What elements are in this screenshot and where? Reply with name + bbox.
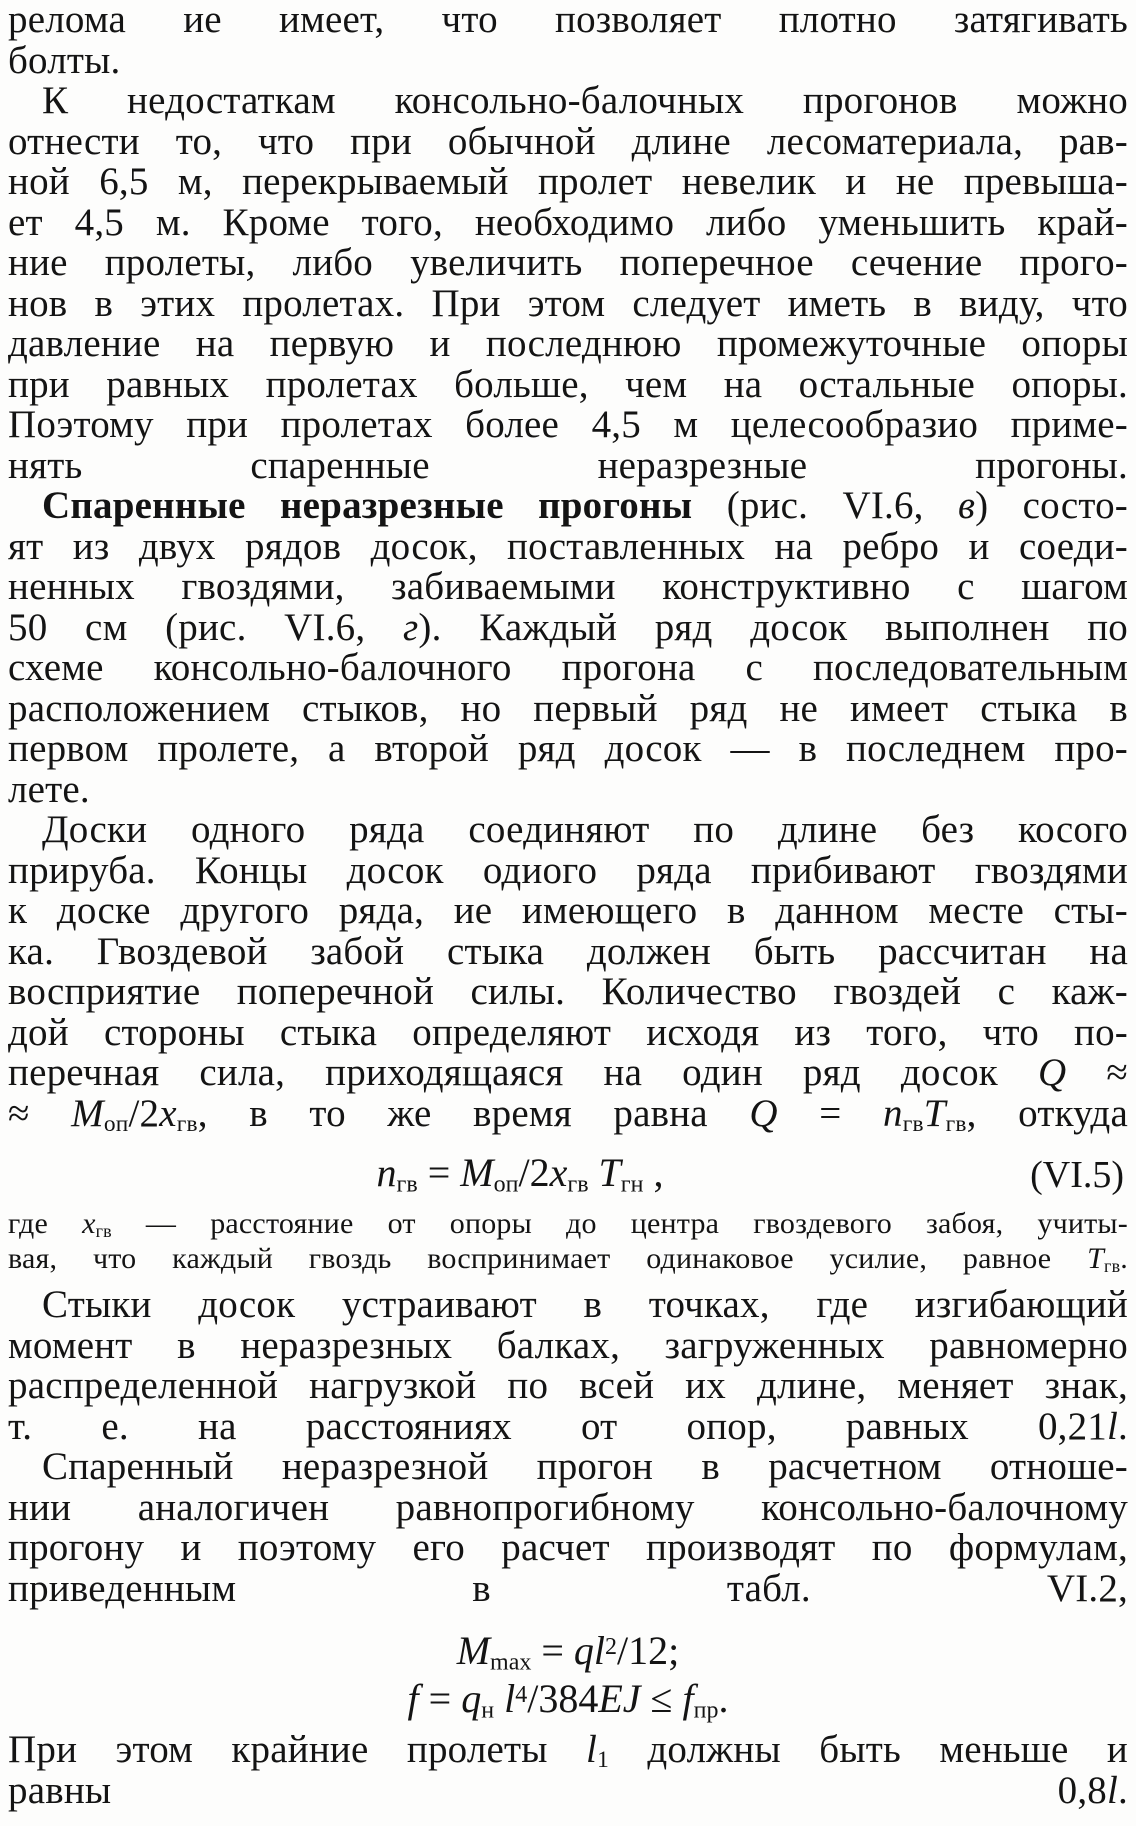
text-line: где $x_{гв}$ — расстояние от опоры до центра гвоздевого забоя, учиты- bbox=[8, 1207, 1128, 1241]
text-line: прируба. Концы досок одиого ряда прибивают гвоздями bbox=[8, 848, 1128, 892]
equation-formula: $n_{гв} = M_{оп}/2x_{гв}$ $T_{гн}$ , bbox=[376, 1150, 664, 1198]
text-line: равны 0,8l. bbox=[8, 1768, 1128, 1812]
text-line: ненных гвоздями, забиваемыми конструктивно с шагом bbox=[8, 565, 1128, 608]
text-line: т. е. на расстояниях от опор, равных 0,21l. bbox=[8, 1404, 1128, 1448]
text-line: Спаренные неразрезные прогоны (рис. VI.6, в) состо- bbox=[42, 484, 1128, 527]
text-line: Спаренный неразрезной прогон в расчетном отноше- bbox=[42, 1445, 1128, 1488]
text-line: давление на первую и последнюю промежуточные опоры bbox=[8, 322, 1128, 365]
text-line: момент в неразрезных балках, загруженных равномерно bbox=[8, 1323, 1128, 1367]
text-line: отнести то, что при обычной длине лесоматериала, рав- bbox=[8, 119, 1128, 163]
text-line: первом пролете, а второй ряд досок — в последнем про- bbox=[8, 727, 1128, 770]
equation-mmax bbox=[0, 1628, 1136, 1674]
text-line: болты. bbox=[8, 38, 121, 82]
equation-deflection bbox=[0, 1676, 1136, 1722]
text-line: Стыки досок устраивают в точках, где изгибающий bbox=[42, 1283, 1128, 1326]
text-line: расположением стыков, но первый ряд не имеет стыка в bbox=[8, 686, 1128, 730]
text-line: ≈ $M_{оп}/2x_{гв}$, в то же время равна $Q = n_{гв}T_{гв}$, откуда bbox=[8, 1091, 1128, 1137]
text-line: при равных пролетах больше, чем на остальные опоры. bbox=[8, 362, 1128, 406]
text-line: При этом крайние пролеты $l_1$ должны быть меньше и bbox=[8, 1728, 1128, 1774]
equation-formula: $f = q_н$ $l^4/384EJ \le f_{пр}$. bbox=[407, 1676, 729, 1724]
text-line: ние пролеты, либо увеличить поперечное сечение прого- bbox=[8, 241, 1128, 284]
paragraph-block-3 bbox=[0, 1730, 1136, 1811]
equation-number: (VI.5) bbox=[1030, 1154, 1124, 1196]
text-line: Доски одного ряда соединяют по длине без косого bbox=[42, 808, 1128, 851]
text-line: к доске другого ряда, ие имеющего в данном месте сты- bbox=[8, 889, 1128, 932]
text-line: К недостаткам консольно-балочных прогонов можно bbox=[42, 79, 1128, 122]
text-line: нять спаренные неразрезные прогоны. bbox=[8, 443, 1128, 487]
text-line: 50 см (рис. VI.6, г). Каждый ряд досок выполнен по bbox=[8, 605, 1128, 649]
text-line: релома ие имеет, что позволяет плотно затягивать bbox=[8, 0, 1128, 41]
text-line: вая, что каждый гвоздь воспринимает одинаковое усилие, равное $T_{гв}$. bbox=[8, 1242, 1128, 1276]
text-line: ет 4,5 м. Кроме того, необходимо либо уменьшить край- bbox=[8, 200, 1128, 244]
text-line: распределенной нагрузкой по всей их длине, меняет знак, bbox=[8, 1364, 1128, 1407]
text-line: ят из двух рядов досок, поставленных на ребро и соеди- bbox=[8, 524, 1128, 568]
text-line: Поэтому при пролетах более 4,5 м целесообразио приме- bbox=[8, 403, 1128, 446]
text-line: дой стороны стыка определяют исходя из того, что по- bbox=[8, 1010, 1128, 1054]
text-line: нов в этих пролетах. При этом следует иметь в виду, что bbox=[8, 281, 1128, 325]
equation-formula: $M_{max} = ql^2/12$; bbox=[456, 1628, 680, 1676]
equation-vi5 bbox=[0, 1150, 1136, 1196]
text-line: ка. Гвоздевой забой стыка должен быть рассчитан на bbox=[8, 929, 1128, 973]
text-line: ной 6,5 м, перекрываемый пролет невелик и не превыша- bbox=[8, 160, 1128, 203]
paragraph-block-2 bbox=[0, 1285, 1136, 1609]
text-line: схеме консольно-балочного прогона с последовательным bbox=[8, 646, 1128, 689]
text-line: перечная сила, приходящаяся на один ряд досок Q ≈ bbox=[8, 1051, 1128, 1094]
formula-note bbox=[0, 1206, 1136, 1276]
text-line: восприятие поперечной силы. Количество гвоздей с каж- bbox=[8, 970, 1128, 1013]
text-line: лете. bbox=[8, 767, 90, 811]
text-line: приведенным в табл. VI.2, bbox=[8, 1566, 1128, 1610]
text-line: нии аналогичен равнопрогибному консольно-балочному bbox=[8, 1485, 1128, 1529]
text-line: прогону и поэтому его расчет производят по формулам, bbox=[8, 1526, 1128, 1569]
